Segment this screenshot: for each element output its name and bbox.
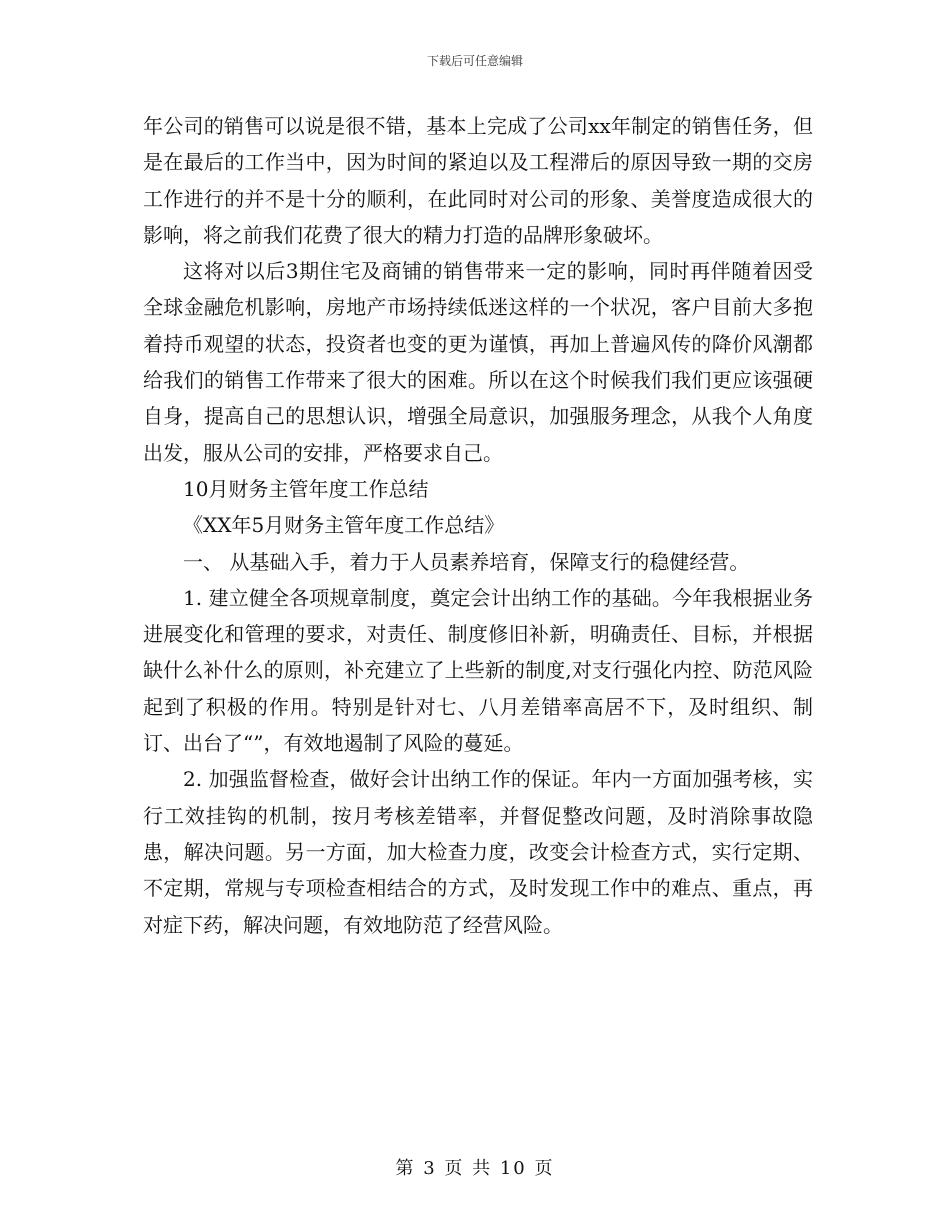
paragraph-1: 年公司的销售可以说是很不错，基本上完成了公司xx年制定的销售任务，但是在最后的工作当中，因为时间的紧迫以及工程滞后的原因导致一期的交房工作进行的并不是十分的顺利，在此同时对公司的形象、美誉度造成很大的影响，将之前我们花费了很大的精力打造的品牌形象破坏。 xyxy=(143,114,813,247)
paragraph-item-2: 2. 加强监督检查，做好会计出纳工作的保证。年内一方面加强考核，实行工效挂钩的机制，按月考核差错率，并督促整改问题，及时消除事故隐患，解决问题。另一方面，加大检查力度，改变会计检查方式，实行定期、不定期，常规与专项检查相结合的方式，及时发现工作中的难点、重点，再对症下药，解决问题，有效地防范了经营风险。 xyxy=(143,767,813,937)
paragraph-item-1: 1. 建立健全各项规章制度，奠定会计出纳工作的基础。今年我根据业务进展变化和管理的要求，对责任、制度修旧补新，明确责任、目标，并根据缺什么补什么的原则，补充建立了上些新的制度,对支行强化内控、防范风险起到了积极的作用。特别是针对七、八月差错率高居不下，及时组织、制订、出台了“”，有效地遏制了风险的蔓延。 xyxy=(143,585,813,756)
document-body xyxy=(143,108,813,943)
page-number: 第 3 页 共 10 页 xyxy=(395,1158,555,1179)
heading-1: 一、 从基础入手，着力于人员素养培育，保障支行的稳健经营。 xyxy=(183,549,750,574)
paragraph-2: 这将对以后3期住宅及商铺的销售带来一定的影响，同时再伴随着因受全球金融危机影响，房地产市场持续低迷这样的一个状况，客户目前大多抱着持币观望的状态，投资者也变的更为谨慎，再加上普遍风传的降价风潮都给我们的销售工作带来了很大的困难。所以在这个时候我们我们更应该强硬自身，提高自己的思想认识，增强全局意识，加强服务理念，从我个人角度出发，服从公司的安排，严格要求自己。 xyxy=(143,259,813,465)
section-title: 10月财务主管年度工作总结 xyxy=(183,476,429,501)
page-header: 下载后可任意编辑 xyxy=(426,54,523,68)
document-title: 《XX年5月财务主管年度工作总结》 xyxy=(183,513,505,538)
